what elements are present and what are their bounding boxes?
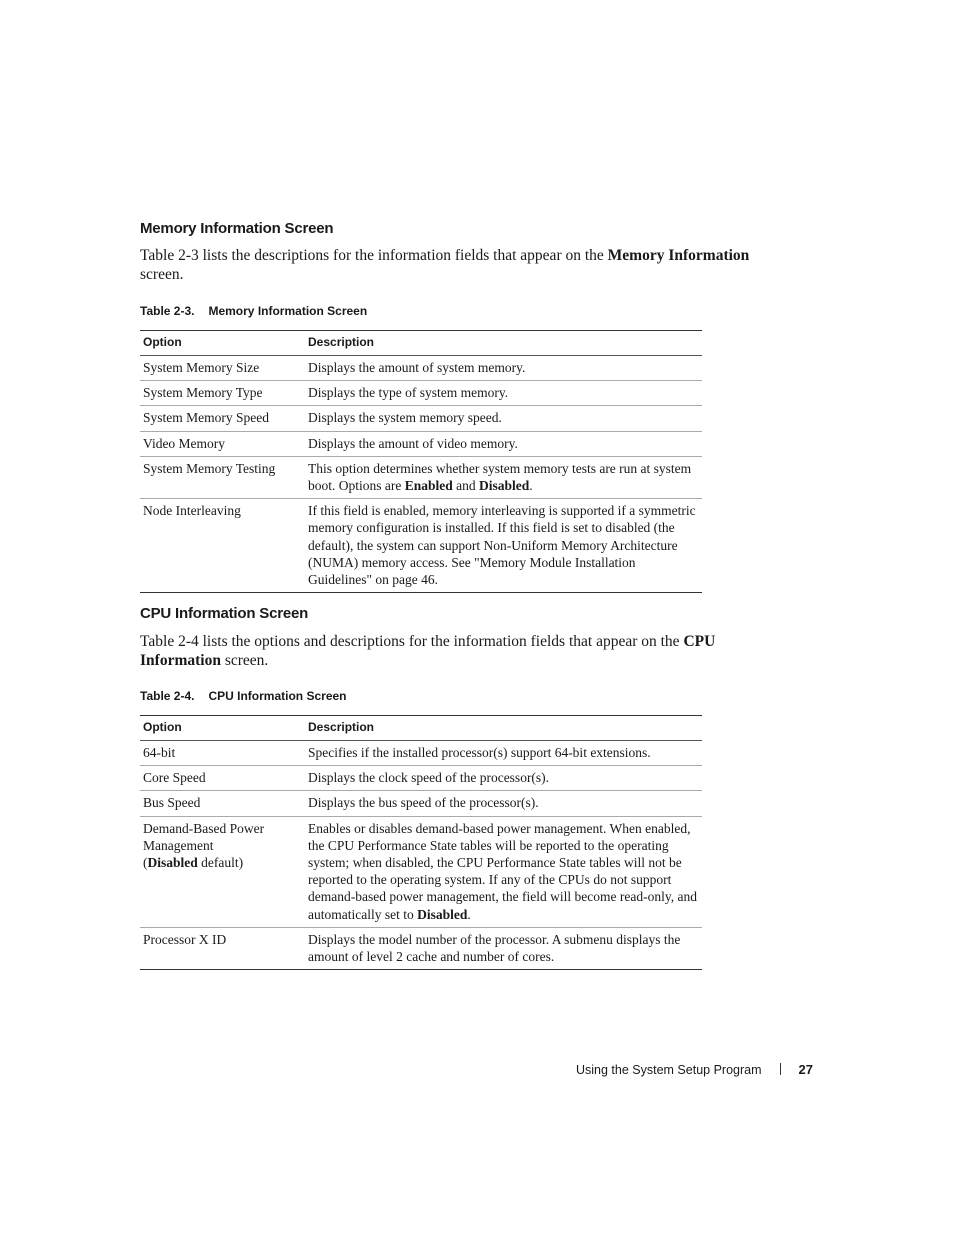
table-row bbox=[140, 431, 702, 456]
cpu-table-caption: Table 2-4. CPU Information Screen bbox=[140, 689, 347, 703]
description-cell: Enables or disables demand-based power management. When enabled, the CPU Performance State tables will be reported to the operating system; when disabled, the CPU Performance State tables will not be reported to the operating system. If any of the CPUs do not support demand-based power management, the field will become read-only, and automatically set to Disabled. bbox=[305, 816, 702, 927]
memory-section-intro: Table 2-3 lists the descriptions for the information fields that appear on the Memory Information screen. bbox=[140, 247, 750, 283]
option-cell: Core Speed bbox=[140, 766, 305, 791]
table-row bbox=[140, 499, 702, 593]
description-cell: Displays the amount of system memory. bbox=[305, 356, 702, 381]
description-cell: Specifies if the installed processor(s) support 64-bit extensions. bbox=[305, 741, 702, 766]
table-row bbox=[140, 381, 702, 406]
page-number: 27 bbox=[798, 1062, 813, 1077]
table-row bbox=[140, 791, 702, 816]
cpu-section-heading: CPU Information Screen bbox=[140, 605, 309, 622]
table-header-row bbox=[140, 331, 702, 356]
option-cell: System Memory Testing bbox=[140, 456, 305, 498]
table-row bbox=[140, 927, 702, 969]
footer-section-title: Using the System Setup Program bbox=[576, 1063, 762, 1077]
description-cell: This option determines whether system memory tests are run at system boot. Options are Enabled and Disabled. bbox=[305, 456, 702, 498]
column-header-option: Option bbox=[140, 331, 305, 356]
option-cell: Demand-Based Power Management (Disabled default) bbox=[140, 816, 305, 927]
option-cell: System Memory Speed bbox=[140, 406, 305, 431]
option-cell: System Memory Size bbox=[140, 356, 305, 381]
option-cell: 64-bit bbox=[140, 741, 305, 766]
description-cell: Displays the amount of video memory. bbox=[305, 431, 702, 456]
option-cell: Node Interleaving bbox=[143, 503, 241, 519]
footer-separator bbox=[780, 1063, 781, 1075]
description-cell: Displays the bus speed of the processor(s). bbox=[305, 791, 702, 816]
description-cell: Displays the model number of the processor. A submenu displays the amount of level 2 cache and number of cores. bbox=[308, 931, 681, 965]
option-cell: Processor X ID bbox=[143, 931, 227, 947]
description-cell: If this field is enabled, memory interleaving is supported if a symmetric memory configuration is installed. If this field is set to disabled (the default), the system can support Non-Uniform Memory Architecture (NUMA) memory access. See "Memory Module Installation Guidelines" on page 46. bbox=[308, 503, 696, 588]
memory-section-heading: Memory Information Screen bbox=[140, 220, 334, 237]
memory-info-table bbox=[140, 330, 702, 593]
cpu-info-table bbox=[140, 715, 702, 970]
table-row bbox=[140, 356, 702, 381]
table-row bbox=[140, 816, 702, 927]
description-cell: Displays the type of system memory. bbox=[305, 381, 702, 406]
description-cell: Displays the clock speed of the processor(s). bbox=[305, 766, 702, 791]
column-header-option: Option bbox=[140, 716, 305, 741]
table-row bbox=[140, 741, 702, 766]
table-header-row bbox=[140, 716, 702, 741]
page-footer bbox=[576, 1062, 813, 1077]
memory-table-caption: Table 2-3. Memory Information Screen bbox=[140, 304, 368, 318]
column-header-description: Description bbox=[305, 716, 702, 741]
option-cell: Bus Speed bbox=[140, 791, 305, 816]
table-row bbox=[140, 406, 702, 431]
option-cell: System Memory Type bbox=[140, 381, 305, 406]
table-row bbox=[140, 766, 702, 791]
column-header-description: Description bbox=[305, 331, 702, 356]
option-cell: Video Memory bbox=[140, 431, 305, 456]
description-cell: Displays the system memory speed. bbox=[305, 406, 702, 431]
table-row bbox=[140, 456, 702, 498]
cpu-section-intro: Table 2-4 lists the options and descriptions for the information fields that appear on the CPU Information screen. bbox=[140, 633, 716, 669]
